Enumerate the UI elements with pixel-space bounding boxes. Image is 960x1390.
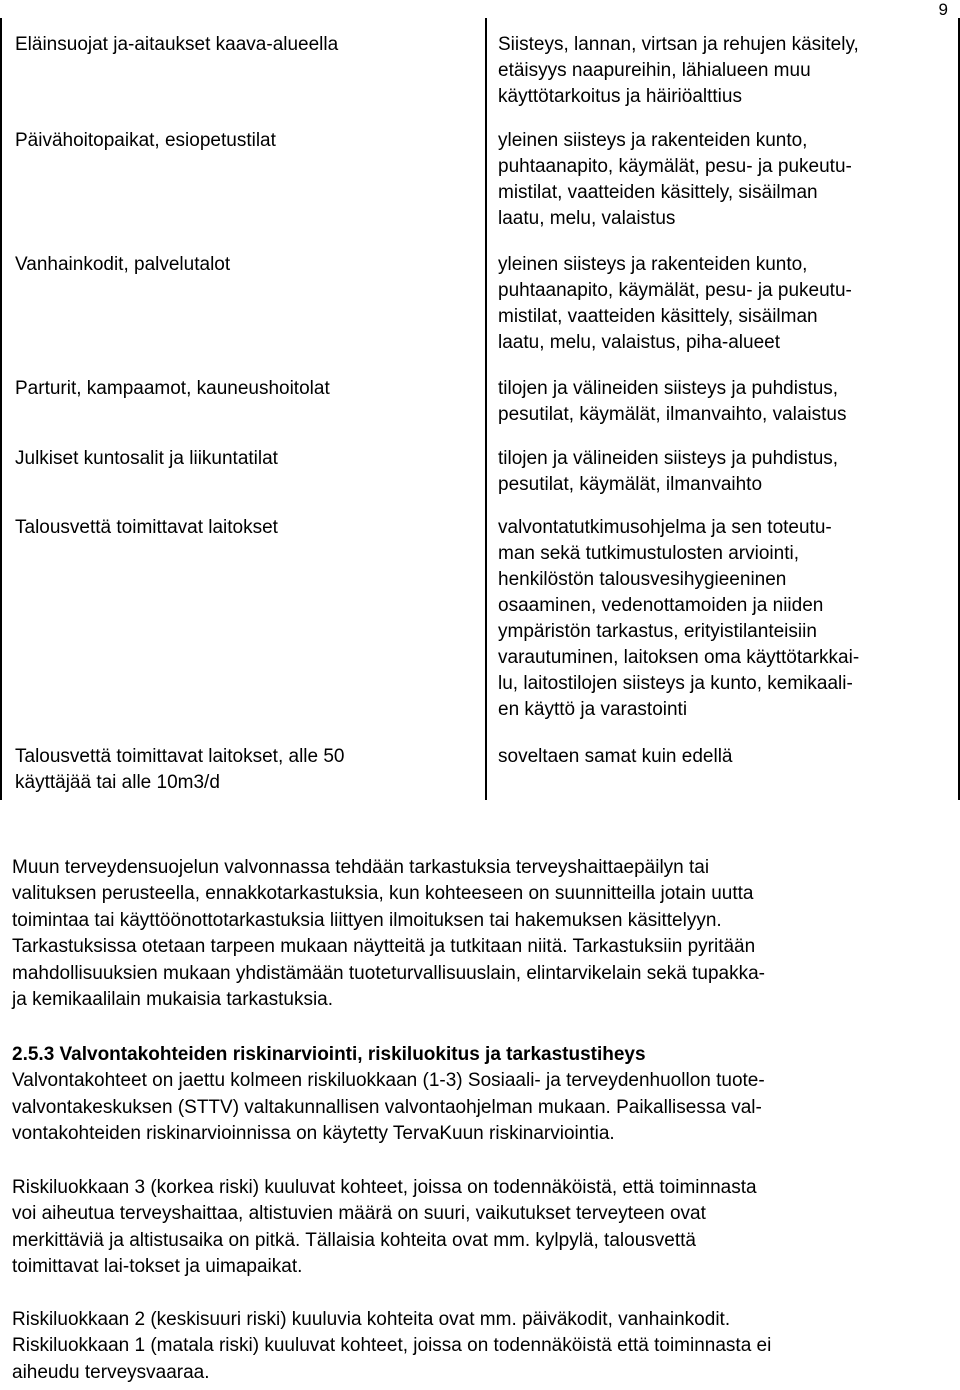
cell-line: Parturit, kampaamot, kauneushoitolat [15,378,330,399]
cell-line: Julkiset kuntosalit ja liikuntatilat [15,448,278,469]
text-line: Muun terveydensuojelun valvonnassa tehdään tarkastuksia terveyshaittaepäilyn tai [12,857,710,878]
text-line: mahdollisuuksien mukaan yhdistämään tuoteturvallisuuslain, elintarvikelain sekä tupakka- [12,962,766,984]
text-line: aiheudu terveysvaaraa. [12,1361,210,1383]
table-cell-inspection-focus [498,128,938,232]
paragraph-risk-class-3 [12,1175,952,1281]
table-cell-target [15,128,465,154]
table-cell-inspection-focus [498,376,938,428]
table-cell-inspection-focus [498,32,938,110]
text-line: Riskiluokkaan 3 (korkea riski) kuuluvat kohteet, joissa on todennäköistä, että toiminnasta [12,1177,757,1198]
table-cell-target [15,32,465,58]
cell-line: man sekä tutkimustulosten arviointi, [498,543,799,564]
cell-line: valvontatutkimusohjelma ja sen toteutu- [498,517,832,538]
cell-line: laatu, melu, valaistus, piha-alueet [498,332,780,353]
cell-line: mistilat, vaatteiden käsittely, sisäilman [498,182,818,203]
cell-line: puhtaanapito, käymälät, pesu- ja pukeutu- [498,280,852,301]
text-line: ja kemikaalilain mukaisia tarkastuksia. [12,989,334,1011]
table-cell-target [15,515,465,541]
cell-line: henkilöstön talousvesihygieeninen [498,569,787,590]
table-cell-target [15,446,465,472]
cell-line: käyttötarkoitus ja häiriöalttius [498,86,742,107]
text-line: merkittäviä ja altistusaika on pitkä. Tällaisia kohteita ovat mm. kylpylä, talousvettä [12,1229,696,1251]
cell-line: varautuminen, laitoksen oma käyttötarkkai- [498,647,860,668]
table-border-left [0,18,2,800]
cell-line: Talousvettä toimittavat laitokset, alle 50 [15,746,345,767]
paragraph-risk-class-2-1 [12,1307,952,1386]
cell-line: soveltaen samat kuin edellä [498,746,733,767]
text-line: voi aiheutua terveyshaittaa, altistuvien määrä on suuri, vaikutukset terveyteen ovat [12,1203,706,1225]
inspection-table [0,18,960,800]
text-line: vontakohteiden riskinarvioinnissa on käytetty TervaKuun riskinarviointia. [12,1123,615,1145]
text-line: Riskiluokkaan 2 (keskisuuri riski) kuuluvia kohteita ovat mm. päiväkodit, vanhainkodit. [12,1309,731,1330]
cell-line: Vanhainkodit, palvelutalot [15,254,231,275]
table-column-divider [485,18,487,800]
text-line: Tarkastuksissa otetaan tarpeen mukaan näytteitä ja tutkitaan niitä. Tarkastuksiin pyritään [12,936,756,958]
cell-line: lu, laitostilojen siisteys ja kunto, kemikaali- [498,673,853,694]
text-line: valvontakeskuksen (STTV) valtakunnallisen valvontaohjelman mukaan. Paikallisessa val- [12,1096,762,1118]
cell-line: puhtaanapito, käymälät, pesu- ja pukeutu- [498,156,852,177]
text-line: Valvontakohteet on jaettu kolmeen riskiluokkaan (1-3) Sosiaali- ja terveydenhuollon tuote- [12,1070,765,1092]
cell-line: tilojen ja välineiden siisteys ja puhdistus, [498,448,839,469]
cell-line: pesutilat, käymälät, ilmanvaihto, valaistus [498,404,847,425]
table-cell-inspection-focus [498,744,938,770]
cell-line: etäisyys naapureihin, lähialueen muu [498,60,811,81]
text-line: toimintaa tai käyttöönottotarkastuksia liittyen ilmoituksen tai hakemuksen käsittelyyn. [12,909,722,931]
page-number: 9 [938,0,948,19]
cell-line: en käyttö ja varastointi [498,699,688,720]
table-cell-target [15,744,465,796]
cell-line: osaaminen, vedenottamoiden ja niiden [498,595,824,616]
cell-line: Päivähoitopaikat, esiopetustilat [15,130,276,151]
text-line: Riskiluokkaan 1 (matala riski) kuuluvat kohteet, joissa on todennäköistä että toiminnasta ei [12,1335,772,1357]
text-line: toimittavat lai-tokset ja uimapaikat. [12,1256,303,1278]
cell-line: yleinen siisteys ja rakenteiden kunto, [498,130,808,151]
cell-line: Eläinsuojat ja-aitaukset kaava-alueella [15,34,339,55]
cell-line: yleinen siisteys ja rakenteiden kunto, [498,254,808,275]
cell-line: pesutilat, käymälät, ilmanvaihto [498,474,763,495]
cell-line: laatu, melu, valaistus [498,208,676,229]
table-cell-target [15,252,465,278]
section-2-5-3 [12,1042,952,1148]
paragraph-inspections [12,855,952,1013]
cell-line: ympäristön tarkastus, erityistilanteisiin [498,621,817,642]
table-cell-inspection-focus [498,252,938,356]
cell-line: mistilat, vaatteiden käsittely, sisäilman [498,306,818,327]
cell-line: Siisteys, lannan, virtsan ja rehujen käsitely, [498,34,859,55]
cell-line: käyttäjää tai alle 10m3/d [15,772,220,793]
table-cell-target [15,376,465,402]
section-heading: 2.5.3 Valvontakohteiden riskinarviointi, riskiluokitus ja tarkastustiheys [12,1044,646,1065]
table-cell-inspection-focus [498,515,938,723]
text-line: valituksen perusteella, ennakkotarkastuksia, kun kohteeseen on suunnitteilla jotain uutta [12,883,754,905]
cell-line: Talousvettä toimittavat laitokset [15,517,278,538]
cell-line: tilojen ja välineiden siisteys ja puhdistus, [498,378,839,399]
table-cell-inspection-focus [498,446,938,498]
